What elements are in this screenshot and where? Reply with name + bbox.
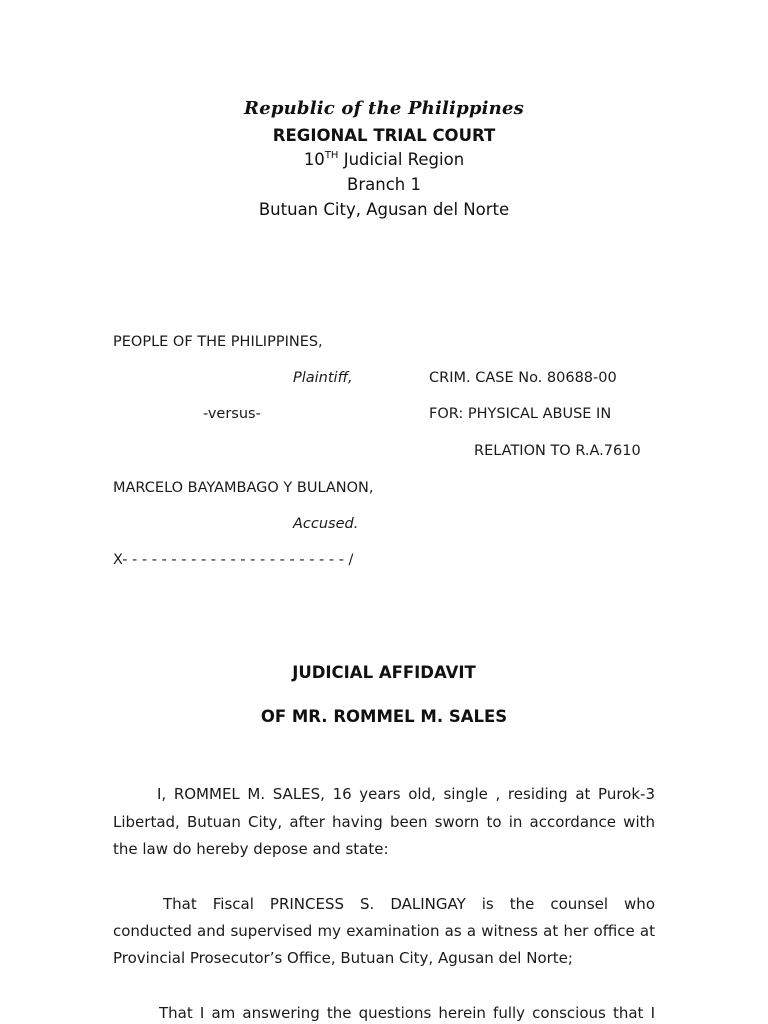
paragraph-1-line-1: I, ROMMEL M. SALES, 16 years old, single , residing at Purok-3 [157, 785, 655, 803]
region-suffix: TH [324, 149, 339, 161]
accused-name: MARCELO BAYAMBAGO Y BULANON, [113, 480, 374, 496]
plaintiff-role: Plaintiff, [293, 370, 353, 386]
region-number: 10 [303, 150, 325, 169]
court-name: REGIONAL TRIAL COURT [272, 126, 496, 145]
caption-separator: X- - - - - - - - - - - - - - - - - - - - - - - / [113, 552, 354, 568]
region-label: Judicial Region [338, 150, 465, 169]
branch-line: Branch 1 [347, 175, 421, 194]
paragraph-2-line-1: That Fiscal PRINCESS S. DALINGAY is the counsel who [163, 895, 655, 913]
accused-role: Accused. [293, 516, 359, 532]
paragraph-1-line-3: the law do hereby depose and state: [113, 840, 389, 858]
paragraph-3-line-1: That I am answering the questions herein fully conscious that I [159, 1004, 655, 1022]
judicial-region [0, 150, 768, 169]
affidavit-subtitle: OF MR. ROMMEL M. SALES [260, 707, 508, 726]
city-line: Butuan City, Agusan del Norte [258, 200, 510, 219]
paragraph-2-line-2: conducted and supervised my examination as a witness at her office at [113, 922, 655, 940]
offense-line-2: RELATION TO R.A.7610 [474, 443, 641, 459]
offense-line-1: FOR: PHYSICAL ABUSE IN [429, 406, 612, 422]
republic-heading: Republic of the Philippines [244, 98, 524, 119]
plaintiff-name: PEOPLE OF THE PHILIPPINES, [113, 334, 323, 350]
affidavit-title: JUDICIAL AFFIDAVIT [292, 663, 476, 682]
versus-label: -versus- [203, 406, 261, 422]
case-number: CRIM. CASE No. 80688-00 [429, 370, 617, 386]
paragraph-2-line-3: Provincial Prosecutor’s Office, Butuan City, Agusan del Norte; [113, 949, 573, 967]
paragraph-1-line-2: Libertad, Butuan City, after having been sworn to in accordance with [113, 813, 655, 831]
